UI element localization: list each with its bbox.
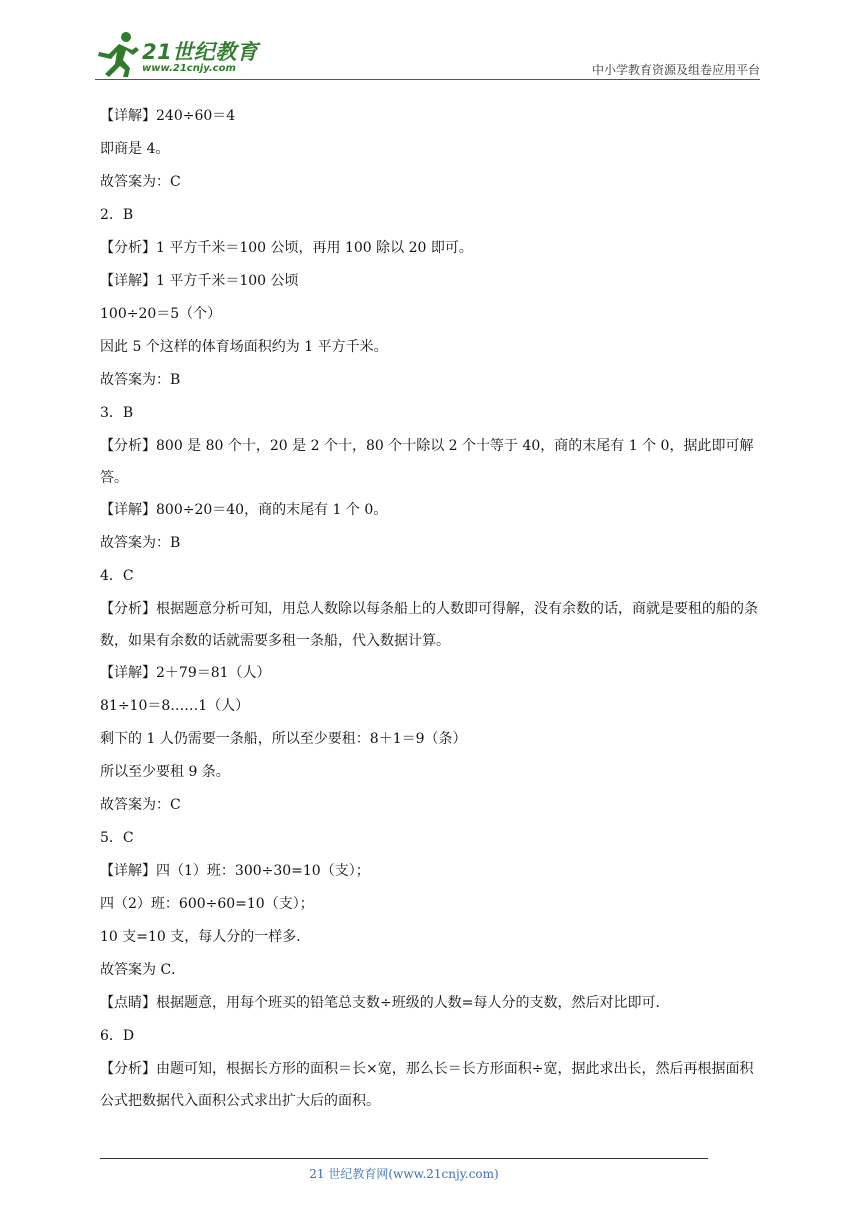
- text-line: 故答案为 C．: [100, 962, 186, 978]
- running-figure-icon: [95, 30, 141, 78]
- text-line: 【详解】四（1）班：300÷30=10（支）；: [100, 863, 370, 879]
- footer-divider: [100, 1158, 708, 1159]
- answer-content: [100, 100, 762, 1117]
- platform-name: 中小学教育资源及组卷应用平台: [591, 63, 760, 77]
- text-line: 【详解】1 平方千米＝100 公顷: [100, 273, 299, 289]
- footer-text: 21 世纪教育网(www.21cnjy.com): [309, 1167, 499, 1181]
- question-number: 4．C: [100, 568, 134, 584]
- question-number: 6．D: [100, 1028, 135, 1044]
- logo-url: www.21cnjy.com: [142, 63, 236, 74]
- text-paragraph: 【分析】800 是 80 个十，20 是 2 个十，80 个十除以 2 个十等于 40，商的末尾有 1 个 0，据此即可解答。: [100, 438, 754, 486]
- text-line: 四（2）班：600÷60=10（支）；: [100, 896, 314, 912]
- page-header: [95, 30, 760, 80]
- text-line: 故答案为：B: [100, 372, 181, 388]
- logo: [95, 30, 265, 80]
- text-line: 【分析】1 平方千米＝100 公顷，再用 100 除以 20 即可。: [100, 240, 473, 256]
- text-line: 81÷10＝8……1（人）: [100, 698, 250, 714]
- text-line: 剩下的 1 人仍需要一条船，所以至少要租：8＋1＝9（条）: [100, 731, 467, 747]
- text-line: 所以至少要租 9 条。: [100, 764, 230, 780]
- header-divider: [95, 79, 760, 80]
- text-line: 【详解】800÷20＝40，商的末尾有 1 个 0。: [100, 502, 388, 518]
- question-number: 5．C: [100, 830, 134, 846]
- text-paragraph: 【分析】根据题意分析可知，用总人数除以每条船上的人数即可得解，没有余数的话，商就是要租的船的条数，如果有余数的话就需要多租一条船，代入数据计算。: [100, 601, 758, 649]
- text-line: 故答案为：C: [100, 797, 181, 813]
- text-line: 10 支=10 支，每人分的一样多．: [100, 929, 311, 945]
- text-line: 即商是 4。: [100, 141, 170, 157]
- text-line: 因此 5 个这样的体育场面积约为 1 平方千米。: [100, 339, 388, 355]
- text-line: 【详解】2＋79＝81（人）: [100, 665, 271, 681]
- logo-text: 21世纪教育: [142, 40, 259, 64]
- text-line: 100÷20＝5（个）: [100, 306, 222, 322]
- text-line: 故答案为：C: [100, 174, 181, 190]
- question-number: 3．B: [100, 405, 134, 421]
- text-line: 【详解】240÷60＝4: [100, 108, 236, 124]
- text-paragraph: 【分析】由题可知，根据长方形的面积＝长×宽，那么长＝长方形面积÷宽，据此求出长，然后再根据面积公式把数据代入面积公式求出扩大后的面积。: [100, 1061, 754, 1109]
- text-line: 故答案为：B: [100, 535, 181, 551]
- question-number: 2．B: [100, 207, 134, 223]
- text-line: 【点睛】根据题意，用每个班买的铅笔总支数÷班级的人数=每人分的支数，然后对比即可．: [100, 995, 670, 1011]
